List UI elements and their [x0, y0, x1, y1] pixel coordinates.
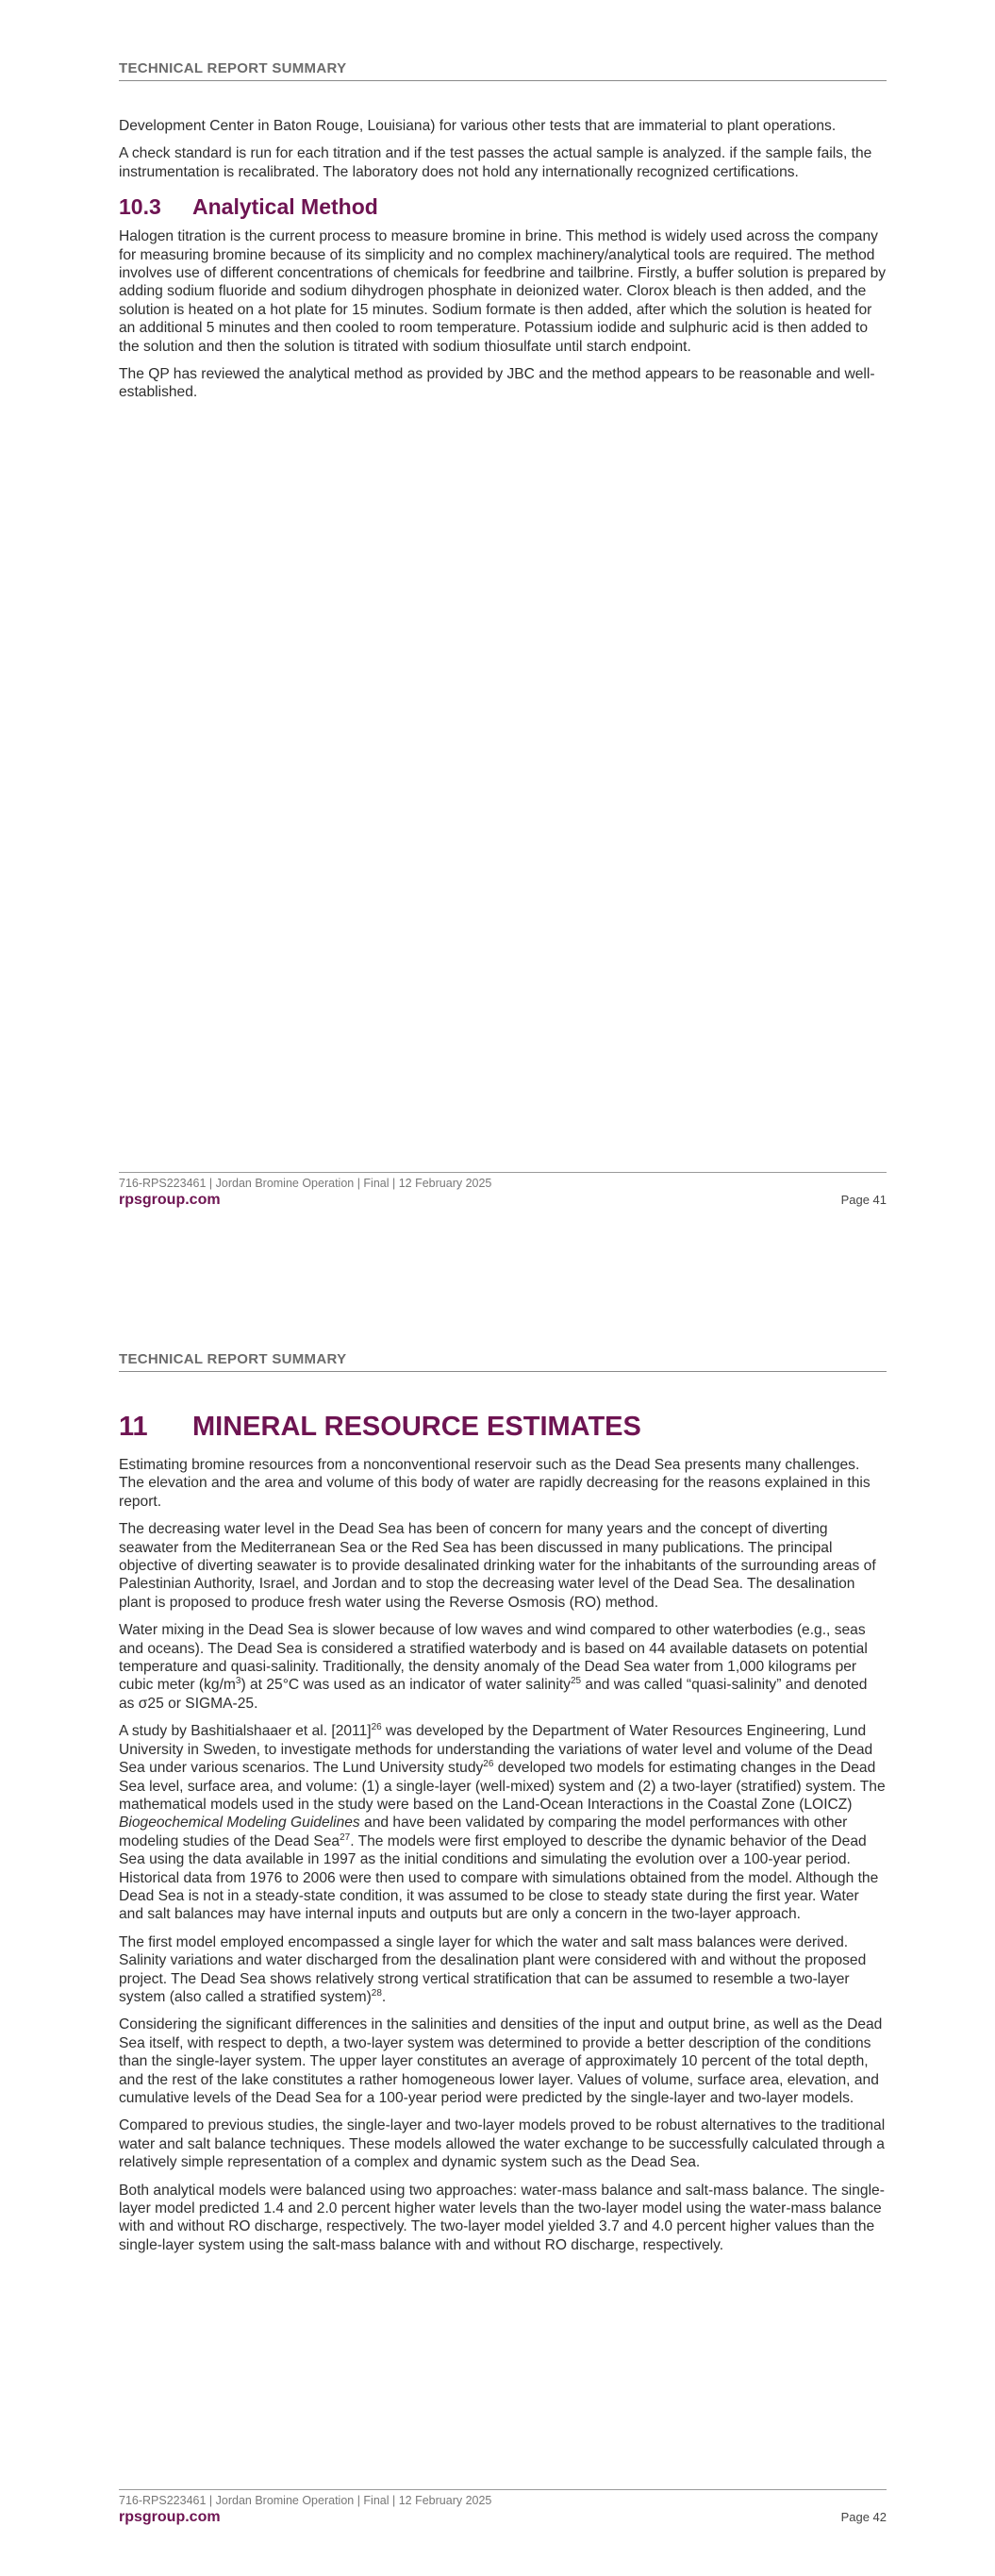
page-number: Page 41	[840, 1193, 887, 1207]
paragraph: Estimating bromine resources from a nonconventional reservoir such as the Dead Sea presents many challenges. The elevation and the area and volume of this body of water are rapidly decreasing for the reasons explained in this report.	[119, 1457, 871, 1510]
footer-site-link[interactable]: rpsgroup.com	[119, 1192, 221, 1208]
page-gap	[0, 1255, 995, 1312]
footer-rule	[119, 2489, 887, 2490]
paragraph: Both analytical models were balanced using two approaches: water-mass balance and salt-mass balance. The single-layer model predicted 1.4 and 2.0 percent higher water levels than the two-layer model using the water-mass balance with and without RO discharge, respectively. The two-layer model yielded 3.7 and 4.0 percent higher values than the single-layer system using the salt-mass balance with and without RO discharge, respectively.	[119, 2182, 885, 2253]
footnote-ref[interactable]: 28	[371, 1987, 382, 1999]
paragraph: The first model employed encompassed a single layer for which the water and salt mass balances were derived. Salinity variations and water discharged from the desalination plant were considered with and without the proposed project. The Dead Sea shows relatively strong vertical stratification that can be assumed to resemble a two-layer system (also called a stratified system)$^{28}$.	[119, 1933, 867, 2005]
page-footer	[119, 2489, 887, 2526]
superscript: 3	[235, 1676, 241, 1687]
chapter-heading	[119, 1412, 887, 1443]
chapter-title: MINERAL RESOURCE ESTIMATES	[192, 1412, 641, 1442]
running-header: TECHNICAL REPORT SUMMARY	[119, 60, 887, 81]
footer-meta: 716-RPS223461 | Jordan Bromine Operation | Final | 12 February 2025	[119, 1177, 492, 1190]
footnote-ref[interactable]: 26	[483, 1758, 494, 1769]
page-41-body	[119, 117, 887, 411]
footnote-ref[interactable]: 27	[340, 1832, 351, 1843]
page-number: Page 42	[840, 2510, 887, 2524]
footer-site-link[interactable]: rpsgroup.com	[119, 2509, 221, 2525]
running-header: TECHNICAL REPORT SUMMARY	[119, 1351, 887, 1372]
paragraph: A study by Bashitialshaaer et al. $[2011]^{26}$ was developed by the Department of Water Resources Engineering, Lund University in Sweden, to investigate methods for understanding the variations of water level and volume of the Dead Sea under various scenarios. The Lund University study$^{26}$ developed two models for estimating changes in the Dead Sea level, surface area, and volume: (1) a single-layer (well-mixed) system and (2) a two-layer (stratified) system. The mathematical models used in the study were based on the Land-Ocean Interactions in the Coastal Zone (LOICZ) Biogeochemical Modeling Guidelines and have been validated by comparing the model performances with other modeling studies of the Dead Sea$^{27}$. The models were first employed to describe the dynamic behavior of the Dead Sea using the data available in 1997 as the initial conditions and simulating the evolution over a 100-year period. Historical data from 1976 to 2006 were then used to compare with simulations obtained from the model. Although the Dead Sea is not in a steady-state condition, it was assumed to be close to steady state during the first year. Water and salt balances may have internal inputs and outputs but are only a concern in the two-layer approach.	[119, 1722, 886, 1923]
footnote-ref[interactable]: 26	[371, 1722, 382, 1733]
page-41	[0, 0, 995, 1255]
paragraph: Halogen titration is the current process to measure bromine in brine. This method is widely used across the company for measuring bromine because of its simplicity and no complex machinery/analytical tools are required. The method involves use of different concentrations of chemicals for feedbrine and tailbrine. Firstly, a buffer solution is prepared by adding sodium fluoride and sodium dihydrogen phosphate in deionized water. Clorox bleach is then added, and the solution is heated on a hot plate for 15 minutes. Sodium formate is then added, after which the solution is heated for an additional 5 minutes and then cooled to room temperature. Potassium iodide and sulphuric acid is then added to the solution and then the solution is titrated with sodium thiosulfate until starch endpoint.	[119, 228, 887, 355]
paragraph: Considering the significant differences in the salinities and densities of the input and output brine, as well as the Dead Sea itself, with respect to depth, a two-layer system was determined to provide a better description of the conditions than the single-layer system. The upper layer constitutes an average of approximately 10 percent of the total depth, and the rest of the lake constitutes a rather homogeneous lower layer. Values of volume, surface area, elevation, and cumulative levels of the Dead Sea for a 100-year period were predicted by the single-layer and two-layer models.	[119, 2016, 883, 2106]
footer-meta: 716-RPS223461 | Jordan Bromine Operation | Final | 12 February 2025	[119, 2494, 492, 2507]
section-heading	[119, 194, 887, 220]
page-42-body	[119, 1412, 887, 2264]
page-42	[0, 1312, 995, 2576]
italic-title: Biogeochemical Modeling Guidelines	[119, 1815, 360, 1832]
page-footer	[119, 1172, 887, 1209]
paragraph: Water mixing in the Dead Sea is slower because of low waves and wind compared to other waterbodies (e.g., seas and oceans). The Dead Sea is considered a stratified waterbody and is based on 44 available datasets on potential temperature and quasi-salinity. Traditionally, the density anomaly of the Dead Sea water from 1,000 kilograms per cubic meter $(kg/m^3)$ at 25°C was used as an indicator of water salinity$^{25}$ and was called “quasi-salinity” and denoted as σ25 or SIGMA-25.	[119, 1622, 868, 1712]
paragraph: A check standard is run for each titration and if the test passes the actual sample is analyzed. if the sample fails, the instrumentation is recalibrated. The laboratory does not hold any internationally recognized certifications.	[119, 145, 872, 180]
paragraph: Compared to previous studies, the single-layer and two-layer models proved to be robust alternatives to the traditional water and salt balance techniques. These models allowed the water exchange to be successfully calculated through a relatively simple representation of a complex and dynamic system such as the Dead Sea.	[119, 2117, 886, 2171]
footer-rule	[119, 1172, 887, 1173]
section-title: Analytical Method	[192, 194, 378, 220]
paragraph: The decreasing water level in the Dead Sea has been of concern for many years and the concept of diverting seawater from the Mediterranean Sea or the Red Sea has been discussed in many publications. The principal objective of diverting seawater is to provide desalinated drinking water for the inhabitants of the surrounding areas of Palestinian Authority, Israel, and Jordan and to stop the decreasing water level of the Dead Sea. The desalination plant is proposed to produce fresh water using the Reverse Osmosis (RO) method.	[119, 1521, 876, 1611]
chapter-number: 11	[119, 1412, 148, 1442]
footnote-ref[interactable]: 25	[570, 1676, 582, 1687]
paragraph: The QP has reviewed the analytical method as provided by JBC and the method appears to be reasonable and well-established.	[119, 366, 875, 401]
section-number: 10.3	[119, 194, 161, 220]
paragraph: Development Center in Baton Rouge, Louisiana) for various other tests that are immaterial to plant operations.	[119, 118, 837, 134]
